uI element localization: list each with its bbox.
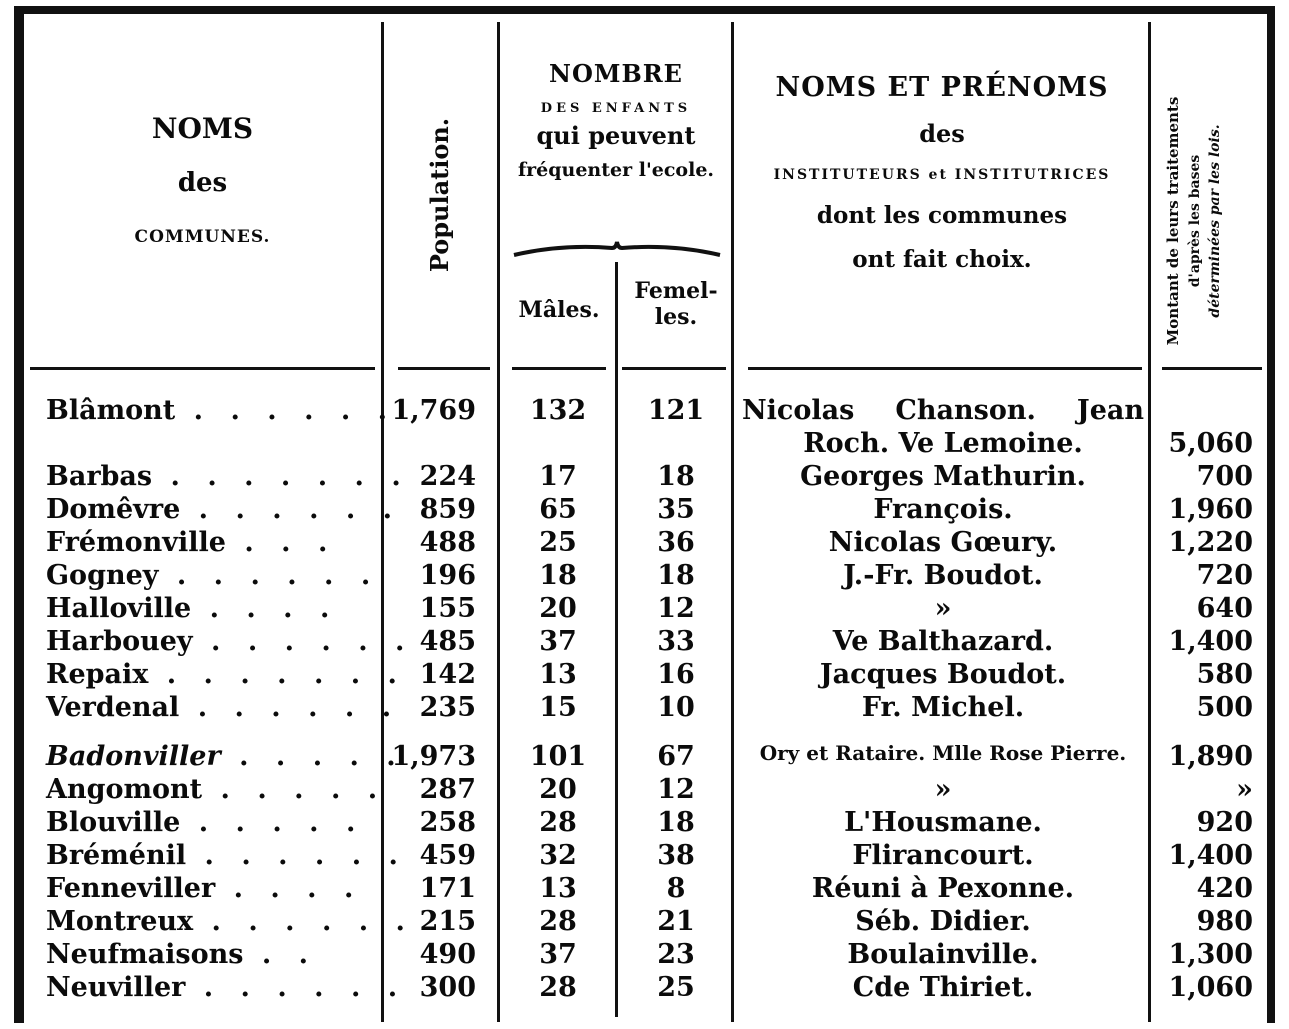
table-row (0, 593, 1289, 626)
montant-cell: » (1236, 774, 1253, 805)
instituteur-cell: Ory et Rataire. Mlle Rose Pierre. (759, 741, 1127, 765)
montant-cell: 1,300 (1168, 939, 1253, 970)
header-montant-line2: d'après les bases (1186, 154, 1203, 288)
commune-cell (46, 774, 386, 805)
femelles-cell: 18 (657, 461, 695, 492)
table-row (0, 741, 1289, 774)
table-row (0, 906, 1289, 939)
commune-cell (46, 461, 410, 492)
instituteur-cell: » (934, 593, 952, 624)
instituteur-cell: Flirancourt. (852, 840, 1034, 871)
instituteur-cell: J.-Fr. Boudot. (843, 560, 1043, 591)
table-row (0, 807, 1289, 840)
commune-name: Blouville (46, 807, 181, 838)
instituteur-cell: Nicolas Chanson. Jean (742, 395, 1144, 426)
commune-cell (46, 626, 413, 657)
population-cell: 300 (419, 972, 476, 1003)
montant-cell: 500 (1196, 692, 1253, 723)
montant-cell: 1,890 (1168, 741, 1253, 772)
femelles-cell: 67 (657, 741, 695, 772)
montant-cell: 700 (1196, 461, 1253, 492)
males-cell: 28 (539, 972, 577, 1003)
leader-dots: . . (243, 939, 318, 970)
femelles-cell: 23 (657, 939, 695, 970)
commune-cell (46, 395, 396, 426)
montant-cell: 1,960 (1168, 494, 1253, 525)
commune-name: Bréménil (46, 840, 187, 871)
instituteur-cell: Boulainville. (847, 939, 1039, 970)
commune-cell (46, 659, 406, 690)
males-cell: 15 (539, 692, 577, 723)
commune-name: Blâmont (46, 395, 176, 426)
femelles-cell: 35 (657, 494, 695, 525)
femelles-cell: 25 (657, 972, 695, 1003)
commune-cell (46, 873, 362, 904)
montant-cell: 420 (1196, 873, 1253, 904)
header-rule (622, 367, 726, 370)
population-cell: 287 (419, 774, 476, 805)
commune-name: Fenneviller (46, 873, 216, 904)
table-row (0, 873, 1289, 906)
instituteur-cell: Nicolas Gœury. (828, 527, 1058, 558)
table-row (0, 494, 1289, 527)
femelles-cell: 36 (657, 527, 695, 558)
commune-cell (46, 972, 406, 1003)
header-montant-line3: déterminées par les lois. (1207, 124, 1224, 318)
instituteur-cell: Fr. Michel. (861, 692, 1025, 723)
table-row (0, 527, 1289, 560)
header-nombre (502, 60, 730, 182)
population-cell: 459 (419, 840, 476, 871)
table-row (0, 395, 1289, 428)
instituteur-cell: Réuni à Pexonne. (811, 873, 1075, 904)
males-cell: 13 (539, 659, 577, 690)
commune-cell (46, 494, 401, 525)
montant-cell: 580 (1196, 659, 1253, 690)
commune-name: Angomont (46, 774, 203, 805)
brace-mark (512, 240, 722, 258)
commune-cell (46, 807, 364, 838)
commune-name: Gogney (46, 560, 159, 591)
males-cell: 37 (539, 939, 577, 970)
header-femelles (620, 278, 732, 331)
males-cell: 13 (539, 873, 577, 904)
table-row (0, 659, 1289, 692)
femelles-cell: 18 (657, 807, 695, 838)
header-communes-line3: COMMUNES. (134, 226, 271, 247)
commune-name: Neuviller (46, 972, 186, 1003)
instituteur-cell: Cde Thiriet. (852, 972, 1034, 1003)
instituteur-cell: Jacques Boudot. (819, 659, 1067, 690)
leader-dots: . . . . . (220, 741, 405, 772)
header-rule (30, 367, 375, 370)
header-nombre-line4: fréquenter l'ecole. (517, 159, 715, 182)
population-cell: 1,973 (391, 741, 476, 772)
population-cell: 258 (419, 807, 476, 838)
femelles-cell: 12 (657, 774, 695, 805)
leader-dots: . . . . . . (185, 972, 407, 1003)
commune-name: Domêvre (46, 494, 181, 525)
montant-cell: 5,060 (1168, 428, 1253, 459)
montant-cell: 920 (1196, 807, 1253, 838)
femelles-cell: 18 (657, 560, 695, 591)
montant-cell: 980 (1196, 906, 1253, 937)
males-cell: 20 (539, 593, 577, 624)
header-communes-line2: des (177, 167, 228, 198)
instituteur-cell: François. (873, 494, 1013, 525)
femelles-cell: 8 (666, 873, 686, 904)
header-instituteurs (738, 72, 1146, 273)
males-cell: 65 (539, 494, 577, 525)
commune-name: Halloville (46, 593, 192, 624)
commune-name: Montreux (46, 906, 194, 937)
femelles-cell: 38 (657, 840, 695, 871)
femelles-cell: 12 (657, 593, 695, 624)
commune-cell (46, 527, 336, 558)
table-row (0, 626, 1289, 659)
leader-dots: . . . . . (202, 774, 387, 805)
instituteur-cell: Séb. Didier. (855, 906, 1031, 937)
header-inst-line5: ont fait choix. (852, 245, 1032, 273)
population-cell: 171 (419, 873, 476, 904)
males-cell: 101 (529, 741, 587, 772)
leader-dots: . . . . . . (179, 692, 401, 723)
femelles-cell: 16 (657, 659, 695, 690)
header-inst-line4: dont les communes (816, 201, 1068, 229)
header-population: Population. (425, 117, 454, 273)
montant-cell: 1,220 (1168, 527, 1253, 558)
header-rule (512, 367, 606, 370)
header-femelles-line2: les. (654, 304, 698, 331)
leader-dots: . . . . . (180, 807, 365, 838)
leader-dots: . . . . . . (158, 560, 380, 591)
commune-cell (46, 840, 407, 871)
montant-cell: 1,060 (1168, 972, 1253, 1003)
commune-cell (46, 939, 317, 970)
header-inst-line2: des (919, 119, 965, 149)
leader-dots: . . . (225, 527, 337, 558)
population-cell: 490 (419, 939, 476, 970)
population-cell: 485 (419, 626, 476, 657)
commune-cell (46, 692, 400, 723)
table-row (0, 461, 1289, 494)
header-femelles-line1: Femel- (634, 278, 718, 304)
header-nombre-line1: NOMBRE (549, 59, 683, 88)
population-cell: 488 (419, 527, 476, 558)
femelles-cell: 21 (657, 906, 695, 937)
instituteur-cell: L'Housmane. (844, 807, 1042, 838)
header-males: Mâles. (518, 297, 600, 323)
population-cell: 155 (419, 593, 476, 624)
population-cell: 196 (419, 560, 476, 591)
males-cell: 18 (539, 560, 577, 591)
leader-dots: . . . . . . . (148, 659, 406, 690)
commune-cell (46, 906, 414, 937)
table-row (0, 692, 1289, 725)
table-row (0, 428, 1289, 461)
commune-name: Repaix (46, 659, 149, 690)
males-cell: 20 (539, 774, 577, 805)
header-communes-line1: NOMS (151, 112, 254, 145)
montant-cell: 1,400 (1168, 840, 1253, 871)
instituteur-cell: Roch. Ve Lemoine. (803, 428, 1083, 459)
population-cell: 1,769 (391, 395, 476, 426)
males-cell: 37 (539, 626, 577, 657)
header-rule (398, 367, 490, 370)
commune-name: Badonviller (46, 741, 221, 772)
table-row (0, 560, 1289, 593)
header-montant-line1: Montant de leurs traitements (1164, 96, 1182, 346)
table-row (0, 774, 1289, 807)
montant-cell: 720 (1196, 560, 1253, 591)
leader-dots: . . . . . . (186, 840, 407, 871)
header-nombre-line3: qui peuvent (536, 121, 696, 151)
femelles-cell: 10 (657, 692, 695, 723)
femelles-cell: 33 (657, 626, 695, 657)
population-cell: 235 (419, 692, 476, 723)
leader-dots: . . . . . . (193, 906, 414, 937)
instituteur-cell: Georges Mathurin. (800, 461, 1086, 492)
males-cell: 25 (539, 527, 577, 558)
males-cell: 28 (539, 906, 577, 937)
commune-name: Harbouey (46, 626, 193, 657)
commune-cell (46, 593, 338, 624)
commune-name: Neufmaisons (46, 939, 244, 970)
leader-dots: . . . . . . . (152, 461, 410, 492)
population-cell: 142 (419, 659, 476, 690)
males-cell: 28 (539, 807, 577, 838)
population-cell: 215 (419, 906, 476, 937)
montant-cell: 640 (1196, 593, 1253, 624)
header-montant (1163, 71, 1253, 371)
leader-dots: . . . . (215, 873, 363, 904)
header-inst-line3: INSTITUTEURS et INSTITUTRICES (773, 167, 1111, 184)
population-cell: 859 (419, 494, 476, 525)
population-cell: 224 (419, 461, 476, 492)
header-inst-line1: NOMS ET PRÉNOMS (775, 72, 1109, 103)
montant-cell: 1,400 (1168, 626, 1253, 657)
commune-cell (46, 560, 379, 591)
leader-dots: . . . . . . (180, 494, 402, 525)
males-cell: 132 (529, 395, 587, 426)
table-row (0, 840, 1289, 873)
commune-cell (46, 741, 405, 772)
males-cell: 32 (539, 840, 577, 871)
header-rule (748, 367, 1142, 370)
males-cell: 17 (539, 461, 577, 492)
leader-dots: . . . . . . (175, 395, 397, 426)
commune-name: Verdenal (46, 692, 180, 723)
femelles-cell: 121 (647, 395, 705, 426)
header-nombre-line2: DES ENFANTS (540, 100, 692, 116)
table-row (0, 972, 1289, 1005)
commune-name: Frémonville (46, 527, 226, 558)
header-communes (30, 112, 375, 247)
instituteur-cell: » (934, 774, 952, 805)
commune-name: Barbas (46, 461, 153, 492)
instituteur-cell: Ve Balthazard. (832, 626, 1054, 657)
table-row (0, 939, 1289, 972)
leader-dots: . . . . . . (192, 626, 414, 657)
leader-dots: . . . . (191, 593, 339, 624)
